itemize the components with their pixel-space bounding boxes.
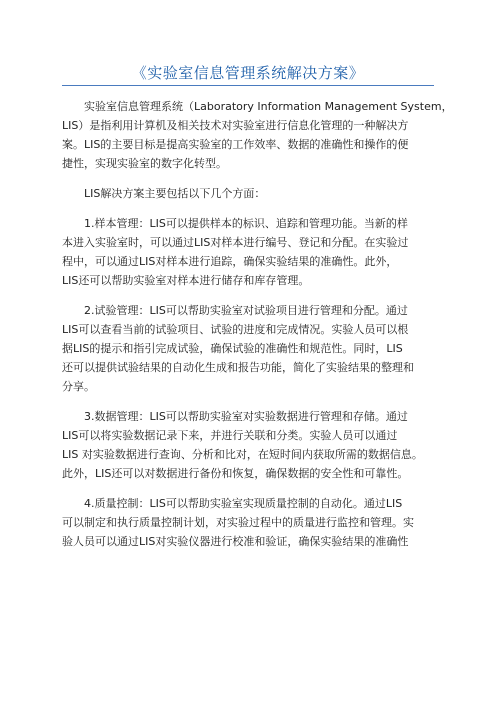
text-line: 2.试验管理：LIS可以帮助实验室对试验项目进行管理和分配。通过 xyxy=(84,304,408,317)
paragraph-intro xyxy=(62,97,453,173)
paragraph-test-management xyxy=(62,301,442,396)
text-line: LIS可以查看当前的试验项目、试验的进度和完成情况。实验人员可以根 xyxy=(62,323,409,336)
text-line: 据LIS的提示和指引完成试验，确保试验的准确性和规范性。同时，LIS xyxy=(62,342,403,355)
title-divider xyxy=(62,85,434,86)
text-line: 1.样本管理：LIS可以提供样本的标识、追踪和管理功能。当新的样 xyxy=(84,217,408,230)
text-line: LIS 对实验数据进行查询、分析和比对，在短时间内获取所需的数据信息。 xyxy=(62,448,423,461)
text-line: 3.数据管理：LIS可以帮助实验室对实验数据进行管理和存储。通过 xyxy=(84,410,408,423)
document-title: 《实验室信息管理系统解决方案》 xyxy=(131,64,365,82)
paragraph-sample-management xyxy=(62,214,442,290)
text-line: 分享。 xyxy=(62,380,95,393)
paragraph-quality-control xyxy=(62,494,442,551)
text-line: 捷性，实现实验室的数字化转型。 xyxy=(62,157,227,170)
text-line: 程中，可以通过LIS对样本进行追踪，确保实验结果的准确性。此外， xyxy=(62,255,398,268)
document-body xyxy=(62,97,453,562)
text-line: LIS还可以帮助实验室对样本进行储存和库存管理。 xyxy=(62,274,310,287)
text-line: 此外，LIS还可以对数据进行备份和恢复，确保数据的安全性和可靠性。 xyxy=(62,467,409,480)
text-line: LIS可以将实验数据记录下来，并进行关联和分类。实验人员可以通过 xyxy=(62,429,398,442)
text-line: LIS解决方案主要包括以下几个方面： xyxy=(84,187,266,200)
text-line: 可以制定和执行质量控制计划，对实验过程中的质量进行监控和管理。实 xyxy=(62,516,414,529)
paragraph-data-management xyxy=(62,407,442,483)
text-line: 验人员可以通过LIS对实验仪器进行校准和验证，确保实验结果的准确性 xyxy=(62,535,409,548)
text-line: 实验室信息管理系统（Laboratory Information Management System， xyxy=(84,100,453,113)
text-line: 案。LIS的主要目标是提高实验室的工作效率、数据的准确性和操作的便 xyxy=(62,138,409,151)
paragraph-overview xyxy=(62,184,442,203)
text-line: 本进入实验室时，可以通过LIS对样本进行编号、登记和分配。在实验过 xyxy=(62,236,409,249)
text-line: 还可以提供试验结果的自动化生成和报告功能，简化了实验结果的整理和 xyxy=(62,361,414,374)
text-line: LIS）是指利用计算机及相关技术对实验室进行信息化管理的一种解决方 xyxy=(62,119,409,132)
text-line: 4.质量控制：LIS可以帮助实验室实现质量控制的自动化。通过LIS xyxy=(84,497,403,510)
